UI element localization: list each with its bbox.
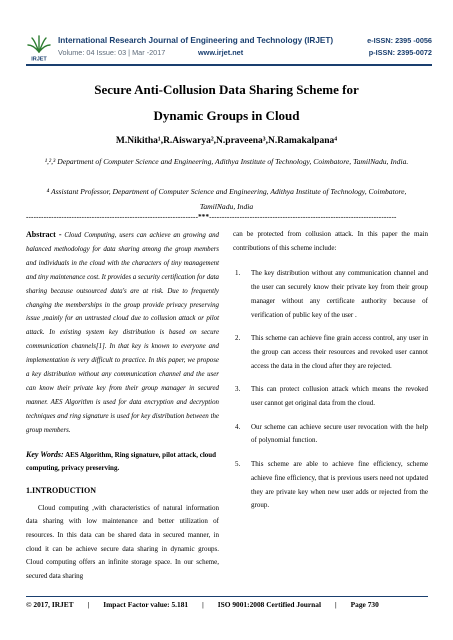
page-footer: [26, 600, 428, 609]
footer-page-number: Page 730: [350, 600, 379, 609]
introduction-heading: 1.INTRODUCTION: [26, 485, 97, 495]
author-list: M.Nikitha¹,R.Aiswarya²,N.praveena³,N.Ramakalpana⁴: [115, 136, 338, 146]
footer-iso: ISO 9001:2008 Certified Journal: [217, 600, 322, 609]
right-column: [233, 228, 428, 523]
paper-title-line-2: Dynamic Groups in Cloud: [153, 108, 300, 123]
paper-title-line-1: Secure Anti-Collusion Data Sharing Scheme for: [94, 82, 359, 97]
list-number: 1.: [235, 269, 241, 278]
list-item: [233, 458, 428, 513]
list-item: [233, 421, 428, 448]
keywords-label: Key Words:: [26, 449, 64, 459]
affiliation-professor: ⁴ Assistant Professor, Department of Computer Science and Engineering, Adithya Institute of Technology, Coimbatore, TamilNadu, India: [46, 187, 407, 211]
journal-website-link[interactable]: www.irjet.net: [198, 48, 244, 57]
keywords-text: AES Algorithm, Ring signature, pilot attack, cloud computing, privacy preserving.: [26, 450, 217, 472]
svg-text:IRJET: IRJET: [31, 56, 47, 62]
footer-separator: |: [335, 600, 337, 609]
contributions-list: [233, 267, 428, 513]
section-separator: --------------------------------------------------------------------***--------------------------------------------------------------------------: [26, 213, 397, 221]
footer-separator: |: [87, 600, 90, 609]
abstract-label: Abstract -: [26, 230, 62, 239]
irjet-logo-icon: [26, 34, 52, 62]
journal-volume-line: [58, 48, 244, 57]
footer-divider: [26, 596, 428, 597]
keywords: [26, 448, 219, 475]
left-column: [26, 228, 219, 584]
list-item: [233, 332, 428, 373]
list-number: 3.: [235, 385, 241, 394]
list-number: 2.: [235, 334, 241, 343]
list-number: 5.: [235, 460, 241, 469]
list-number: 4.: [235, 422, 241, 431]
volume-info: Volume: 04 Issue: 03 | Mar -2017: [58, 48, 166, 57]
affiliation-students: ¹,²,³ Department of Computer Science and Engineering, Adithya Institute of Technology, Coimbatore, TamilNadu, India.: [44, 157, 409, 166]
list-item: [233, 267, 428, 322]
abstract-text: Cloud Computing, users can achieve an growing and balanced methodology for data sharing among the group members and individuals in the cloud with the characters of tiny management and tiny maintenance cost. It provides a security certification for data sharing because outsourced data's are at risk. Due to frequently changing the memberships in the group provide privacy preserving issue ,mainly for an untrusted cloud due to collusion attack or pilot attack. In existing system key distribution is based on secure communication channels[1]. In that key is known to everyone and implementation is very difficult to practice. In this paper, we propose a key distribution without any communication channel and the user can know their private key from their group manager in secured manner. AES Algorithm is used for data encryption and decryption techniques and ring signature is used for key distribution between the group members.: [26, 232, 219, 434]
introduction-continued: can be protected from collusion attack. In this paper the main contributions of this scheme include:: [233, 230, 428, 252]
list-item-text: Our scheme can achieve secure user revocation with the help of polynomial function.: [251, 422, 428, 445]
p-issn: p-ISSN: 2395-0072: [368, 48, 432, 57]
header-divider: [26, 64, 432, 66]
e-issn: e-ISSN: 2395 -0056: [367, 36, 432, 45]
list-item-text: This can protect collusion attack which means the revoked user cannot get original data from the cloud.: [251, 385, 428, 408]
abstract: [26, 228, 219, 438]
journal-title: International Research Journal of Engineering and Technology (IRJET): [58, 36, 334, 45]
footer-separator: |: [202, 600, 204, 609]
footer-copyright: © 2017, IRJET: [26, 600, 74, 609]
journal-header: [26, 34, 432, 64]
list-item-text: The key distribution without any communication channel and the user can securely know their private key from their group manager without any certificate authority because of verification of public key of the user .: [251, 269, 428, 319]
list-item: [233, 383, 428, 410]
list-item-text: This scheme are able to achieve fine efficiency, scheme achieve fine efficiency, that is previous users need not updated they are private key when new user adds or rejected from the group.: [251, 460, 428, 510]
list-item-text: This scheme can achieve fine grain access control, any user in the group can access their resources and revoked user cannot access the data in the cloud after they are rejected.: [251, 334, 428, 370]
footer-impact-factor: Impact Factor value: 5.181: [103, 600, 189, 609]
introduction-text: Cloud computing ,with characteristics of natural information data sharing with low maintenance and better utilization of resources. In this data can be shared data in secured manner, in cloud it can be achieve secure data sharing in dynamic groups. Cloud computing offers an infinite storage space. In our scheme, secured data sharing: [26, 503, 219, 581]
